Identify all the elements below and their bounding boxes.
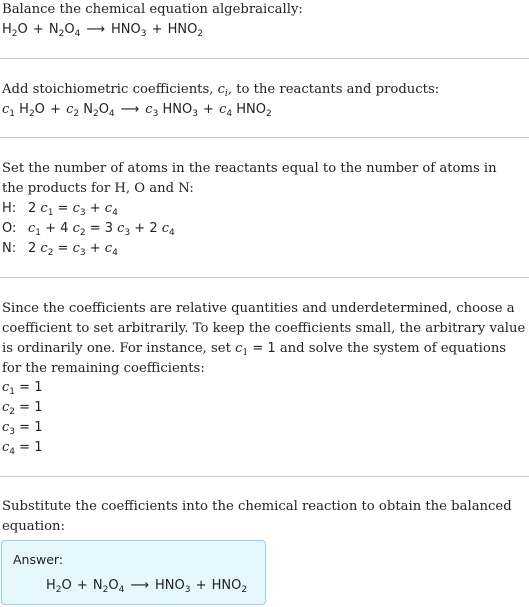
solution-c2: $c_2 = 1$ bbox=[2, 400, 43, 417]
answer-label: Answer: bbox=[13, 552, 64, 567]
balanced-equation: $H_2O + N_2O_4$ ⟶ $HNO_3 + HNO_2$ bbox=[46, 578, 248, 595]
unbalanced-equation: $H_2O + N_2O_4$ ⟶ $HNO_3 + HNO_2$ bbox=[2, 22, 204, 39]
divider bbox=[0, 137, 529, 138]
equation-h: H: 2 $c_1 = c_3 + c_4$ bbox=[2, 201, 118, 218]
answer-box bbox=[1, 540, 266, 605]
equation-with-coefficients: $c_1$ $H_2O + c_2$ $N_2O_4$ ⟶ $c_3$ $HNO_3 + c_4$ $HNO_2$ bbox=[2, 102, 272, 119]
equation-o: O: $c_1 + 4$ $c_2 = 3$ $c_3 + 2$ $c_4$ bbox=[2, 221, 175, 238]
substitute-text: Substitute the coefficients into the chemical reaction to obtain the balanced equation: bbox=[2, 499, 512, 534]
solution-c4: $c_4 = 1$ bbox=[2, 440, 43, 457]
divider bbox=[0, 58, 529, 59]
atom-balance-intro: Set the number of atoms in the reactants equal to the number of atoms in the products for H, O and N: bbox=[2, 161, 497, 196]
solution-c1: $c_1 = 1$ bbox=[2, 380, 43, 397]
intro-text: Balance the chemical equation algebraically: bbox=[2, 2, 303, 17]
equation-n: N: 2 $c_2 = c_3 + c_4$ bbox=[2, 241, 118, 258]
coefficients-intro: Add stoichiometric coefficients, $c_i$, to the reactants and products: bbox=[2, 82, 440, 99]
solution-c3: $c_3 = 1$ bbox=[2, 420, 43, 437]
arbitrary-coefficient-text: Since the coefficients are relative quantities and underdetermined, choose a coefficient to set arbitrarily. To keep the coefficients small, the arbitrary value is ordinarily one. For instance, set $c_1 = 1$ and solve the system of equations for the remaining coefficients: bbox=[2, 301, 526, 376]
divider bbox=[0, 277, 529, 278]
divider bbox=[0, 476, 529, 477]
